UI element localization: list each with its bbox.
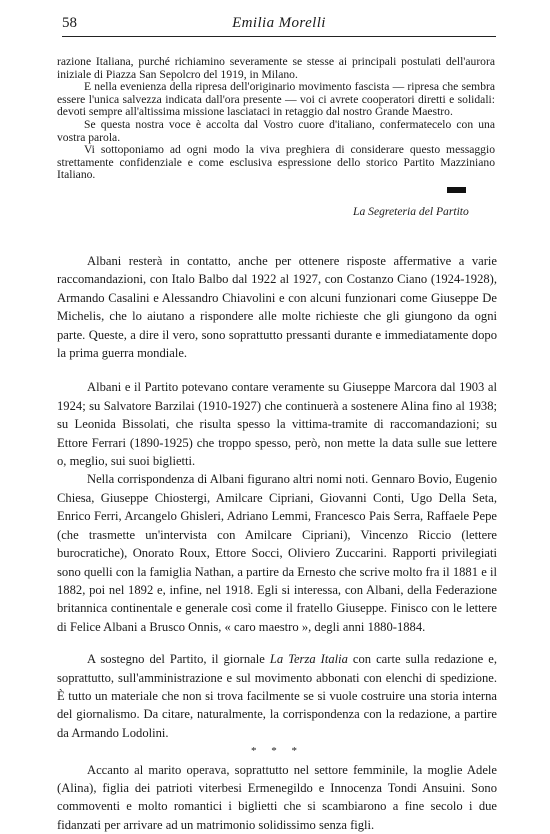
newspaper-title: La Terza Italia <box>269 652 348 667</box>
text-span: A sostegno del Partito, il giornale <box>87 652 270 667</box>
redaction-mark <box>447 187 466 193</box>
letter-paragraph: Vi sottoponiamo ad ogni modo la viva preghiera di considerare questo messaggio strettamente confidenziale e come esclusiva espressione dello storico Partito Mazziniano Italiano. <box>57 143 495 182</box>
body-paragraph: Albani resterà in contatto, anche per ottenere risposte affermative a varie raccomandazioni, con Italo Balbo dal 1922 al 1927, con Costanzo Ciano (1924-1928), Armando Casalini e Alessandro Chiavolini e con alcuni funzionari come Giuseppe De Michelis, che lo aiutano a rispondere alle molte richieste che gli giungono da ogni parte. Queste, a dire il vero, sono soprattutto pressanti durante e immediatamente dopo la prima guerra mondiale. <box>57 254 497 361</box>
body-paragraph: Accanto al marito operava, soprattutto nel settore femminile, la moglie Adele (Alina), figlia dei patrioti viterbesi Ermenegildo e Innocenza Tondi Ansuini. Sono commoventi e molto romantici i biglietti che si scambiarono a fine secolo i due fidanzati per arrivare ad un matrimonio solidissimo senza figli. <box>57 762 497 832</box>
running-title: Emilia Morelli <box>232 15 326 31</box>
body-paragraph: Nella corrispondenza di Albani figurano altri nomi noti. Gennaro Bovio, Eugenio Chiesa, Giuseppe Chiostergi, Amilcare Cipriani, Giovanni Conti, Ugo Della Seta, Enrico Ferri, Arcangelo Ghisleri, Adriano Lemmi, Francesco Pais Serra, Raffaele Pepe (che trasmette un'intervista con Amilcare Cipriani), Vincenzo Riccio (lettere burocratiche), Onorato Roux, Ettore Socci, Oliviero Zuccarini. Rapporti privilegiati sono quelli con la famiglia Nathan, a partire da Ernesto che scrive molto fra il 1881 e il 1882, poi nel 1892 e, infine, nel 1918. Egli si interessa, con Albani, della Federazione britannica continentale e generale così come il fratello Giuseppe. Finisco con le lettere di Felice Albani a Brusco Onnis, « caro maestro », degli anni 1880-1884. <box>57 472 497 634</box>
main-text <box>57 252 497 834</box>
letter-signature: La Segreteria del Partito <box>353 205 469 218</box>
page-header <box>62 14 496 37</box>
text-span: con carte sulla redazione e, soprattutto, sull'amministrazione e sul movimento abbonati con elenchi di spedizione. È tutto un materiale che non si trova facilmente se si vuole costruire una storia interna del giornalismo. Da citare, naturalmente, la corrispondenza con la redazione, a partire da Armando Lodolini. <box>57 652 497 740</box>
quoted-letter <box>57 56 495 182</box>
section-separator: * * * <box>251 745 303 758</box>
page-number: 58 <box>62 15 77 31</box>
letter-paragraph: Se questa nostra voce è accolta dal Vostro cuore d'italiano, confermatecelo con una vostra parola. <box>57 117 495 144</box>
body-paragraph: Albani e il Partito potevano contare veramente su Giuseppe Marcora dal 1903 al 1924; su Salvatore Barzilai (1910-1927) che continuerà a sostenere Alina fino al 1938; su Leonida Bissolati, che risulta spesso la vittima-tramite di raccomandazioni; su Ettore Ferrari (1890-1925) che troppo spesso, però, non mette la data sulle sue lettere o, meglio, sui suoi biglietti. <box>57 380 497 469</box>
letter-paragraph: razione Italiana, purché richiamino severamente se stesse ai principali postulati dell'aurora iniziale di Piazza San Sepolcro del 1919, in Milano. <box>57 55 495 81</box>
letter-paragraph: E nella evenienza della ripresa dell'originario movimento fascista — ripresa che sembra essere l'unica salvezza indicata dall'ora presente — voi ci avrete cooperatori diretti e solidali: devoti sempre all'altissima missione lasciataci in retaggio dal nostro Grande Maestro. <box>57 80 495 119</box>
body-paragraph <box>57 650 497 742</box>
